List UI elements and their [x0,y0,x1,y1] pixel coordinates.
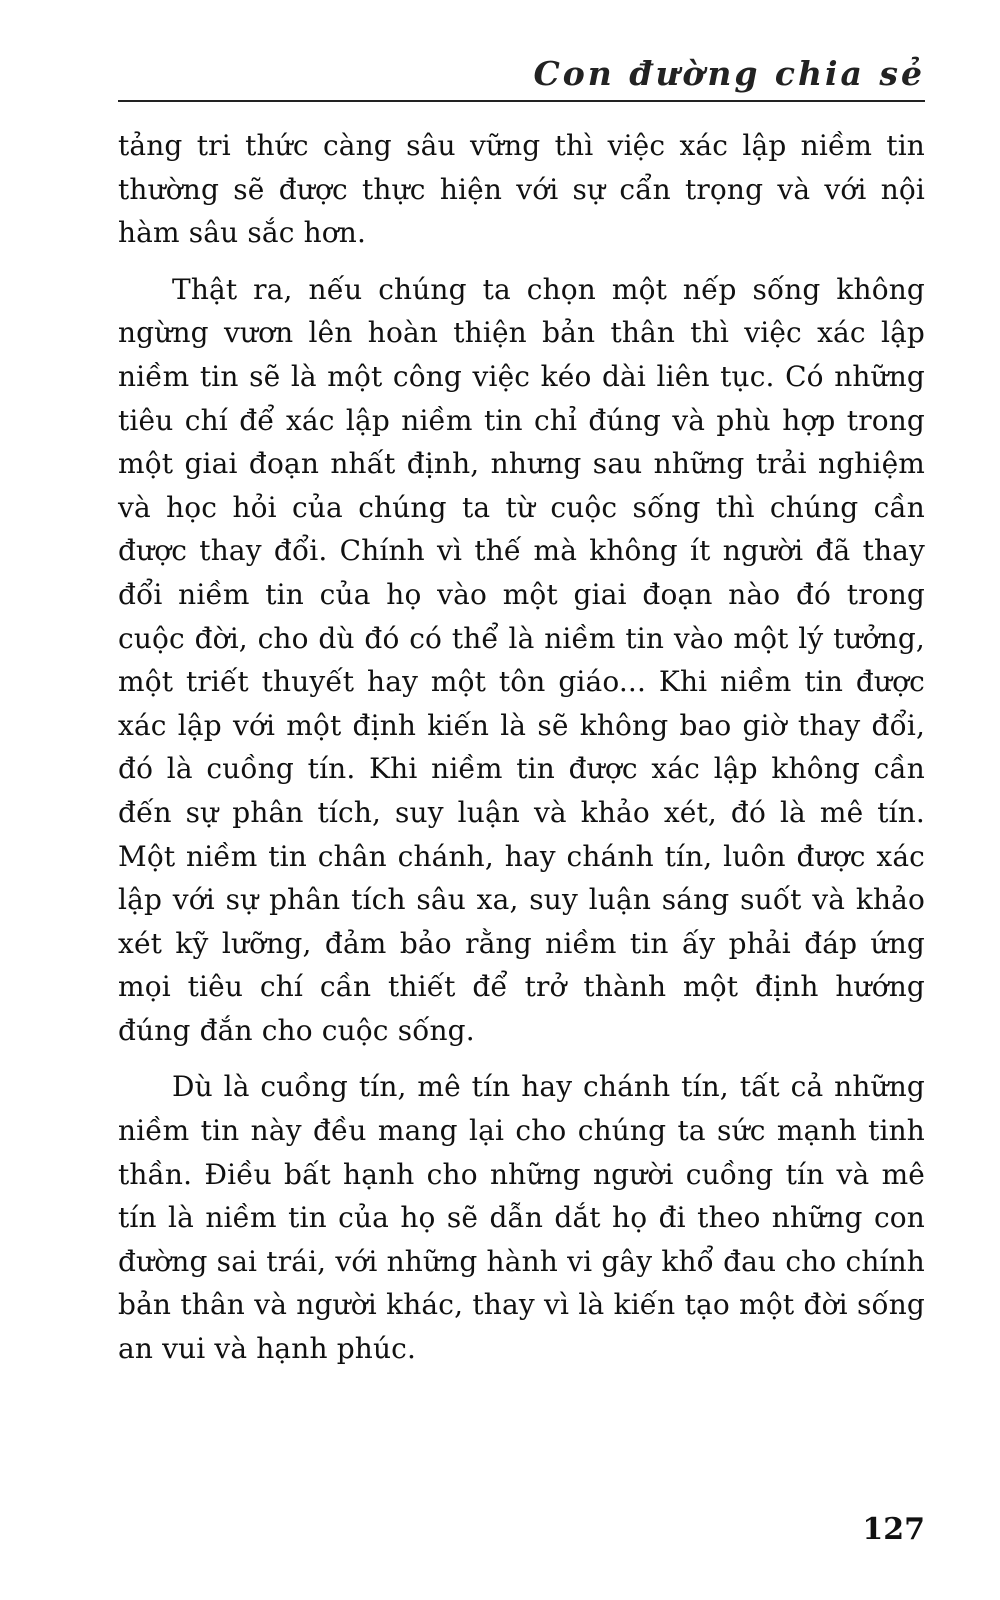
body-text [118,124,925,1384]
running-header [118,52,925,102]
running-header-title: Con đường chia sẻ [533,54,925,93]
paragraph: Thật ra, nếu chúng ta chọn một nếp sống không ngừng vươn lên hoàn thiện bản thân thì việc xác lập niềm tin sẽ là một công việc kéo dài liên tục. Có những tiêu chí để xác lập niềm tin chỉ đúng và phù hợp trong một giai đoạn nhất định, nhưng sau những trải nghiệm và học hỏi của chúng ta từ cuộc sống thì chúng cần được thay đổi. Chính vì thế mà không ít người đã thay đổi niềm tin của họ vào một giai đoạn nào đó trong cuộc đời, cho dù đó có thể là niềm tin vào một lý tưởng, một triết thuyết hay một tôn giáo... Khi niềm tin được xác lập với một định kiến là sẽ không bao giờ thay đổi, đó là cuồng tín. Khi niềm tin được xác lập không cần đến sự phân tích, suy luận và khảo xét, đó là mê tín. Một niềm tin chân chánh, hay chánh tín, luôn được xác lập với sự phân tích sâu xa, suy luận sáng suốt và khảo xét kỹ lưỡng, đảm bảo rằng niềm tin ấy phải đáp ứng mọi tiêu chí cần thiết để trở thành một định hướng đúng đắn cho cuộc sống. [118,272,925,1047]
paragraph-continuation: tảng tri thức càng sâu vững thì việc xác lập niềm tin thường sẽ được thực hiện với sự cẩn trọng và với nội hàm sâu sắc hơn. [118,129,925,250]
page-number: 127 [862,1512,925,1547]
paragraph: Dù là cuồng tín, mê tín hay chánh tín, tất cả những niềm tin này đều mang lại cho chúng ta sức mạnh tinh thần. Điều bất hạnh cho những người cuồng tín và mê tín là niềm tin của họ sẽ dẫn dắt họ đi theo những con đường sai trái, với những hành vi gây khổ đau cho chính bản thân và người khác, thay vì là kiến tạo một đời sống an vui và hạnh phúc. [118,1070,925,1366]
